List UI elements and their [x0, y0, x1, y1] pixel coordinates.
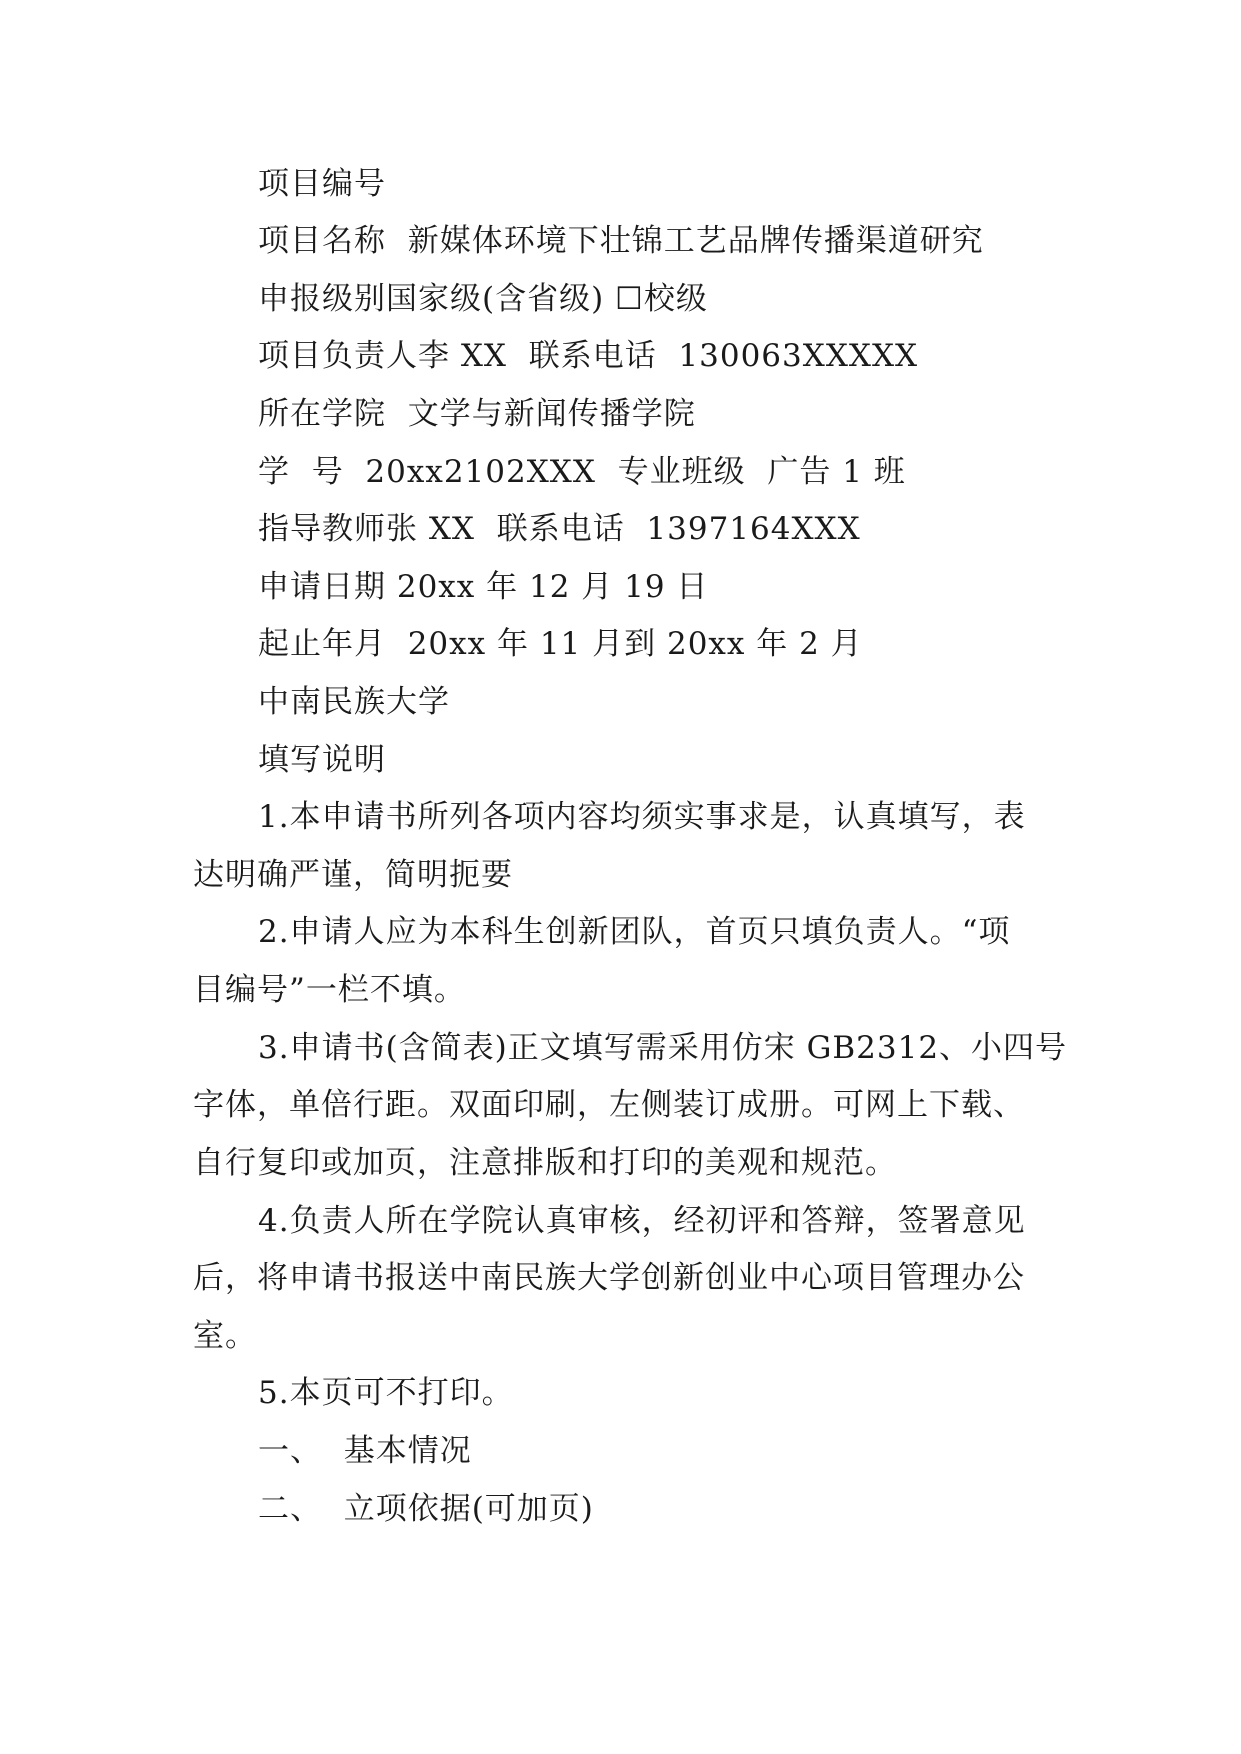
instructions-heading: 填写说明: [258, 742, 386, 778]
section-basic-info: 一、 基本情况: [258, 1433, 472, 1469]
apply-level-line: 申报级别国家级(含省级) ☐校级: [258, 281, 708, 317]
instruction-4-line-1: 4.负责人所在学院认真审核，经初评和答辩，签署意见: [258, 1203, 1026, 1239]
instruction-1-line-1: 1.本申请书所列各项内容均须实事求是，认真填写，表: [258, 799, 1026, 835]
instruction-2-line-1: 2.申请人应为本科生创新团队，首页只填负责人。“项: [258, 914, 1011, 950]
instruction-3-line-2: 字体，单倍行距。双面印刷，左侧装订成册。可网上下载、: [193, 1087, 1025, 1123]
instruction-3-line-3: 自行复印或加页，注意排版和打印的美观和规范。: [193, 1145, 897, 1181]
college-line: 所在学院 文学与新闻传播学院: [258, 396, 696, 432]
project-number-label: 项目编号: [258, 166, 386, 202]
instruction-4-line-3: 室。: [193, 1318, 257, 1354]
instruction-2-line-2: 目编号”一栏不填。: [193, 972, 466, 1008]
period-line: 起止年月 20xx 年 11 月到 20xx 年 2 月: [258, 626, 863, 662]
advisor-line: 指导教师张 XX 联系电话 1397164XXX: [258, 511, 861, 547]
student-number-line: 学 号 20xx2102XXX 专业班级 广告 1 班: [258, 454, 906, 490]
instruction-3-line-1: 3.申请书(含简表)正文填写需采用仿宋 GB2312、小四号: [258, 1030, 1068, 1066]
section-basis: 二、 立项依据(可加页): [258, 1491, 594, 1527]
instruction-4-line-2: 后，将申请书报送中南民族大学创新创业中心项目管理办公: [193, 1260, 1025, 1296]
university-name: 中南民族大学: [258, 684, 450, 720]
instruction-1-line-2: 达明确严谨，简明扼要: [193, 857, 513, 893]
apply-date-line: 申请日期 20xx 年 12 月 19 日: [258, 569, 709, 605]
instruction-5: 5.本页可不打印。: [258, 1375, 514, 1411]
leader-line: 项目负责人李 XX 联系电话 130063XXXXX: [258, 338, 919, 374]
project-name-line: 项目名称 新媒体环境下壮锦工艺品牌传播渠道研究: [258, 223, 984, 259]
